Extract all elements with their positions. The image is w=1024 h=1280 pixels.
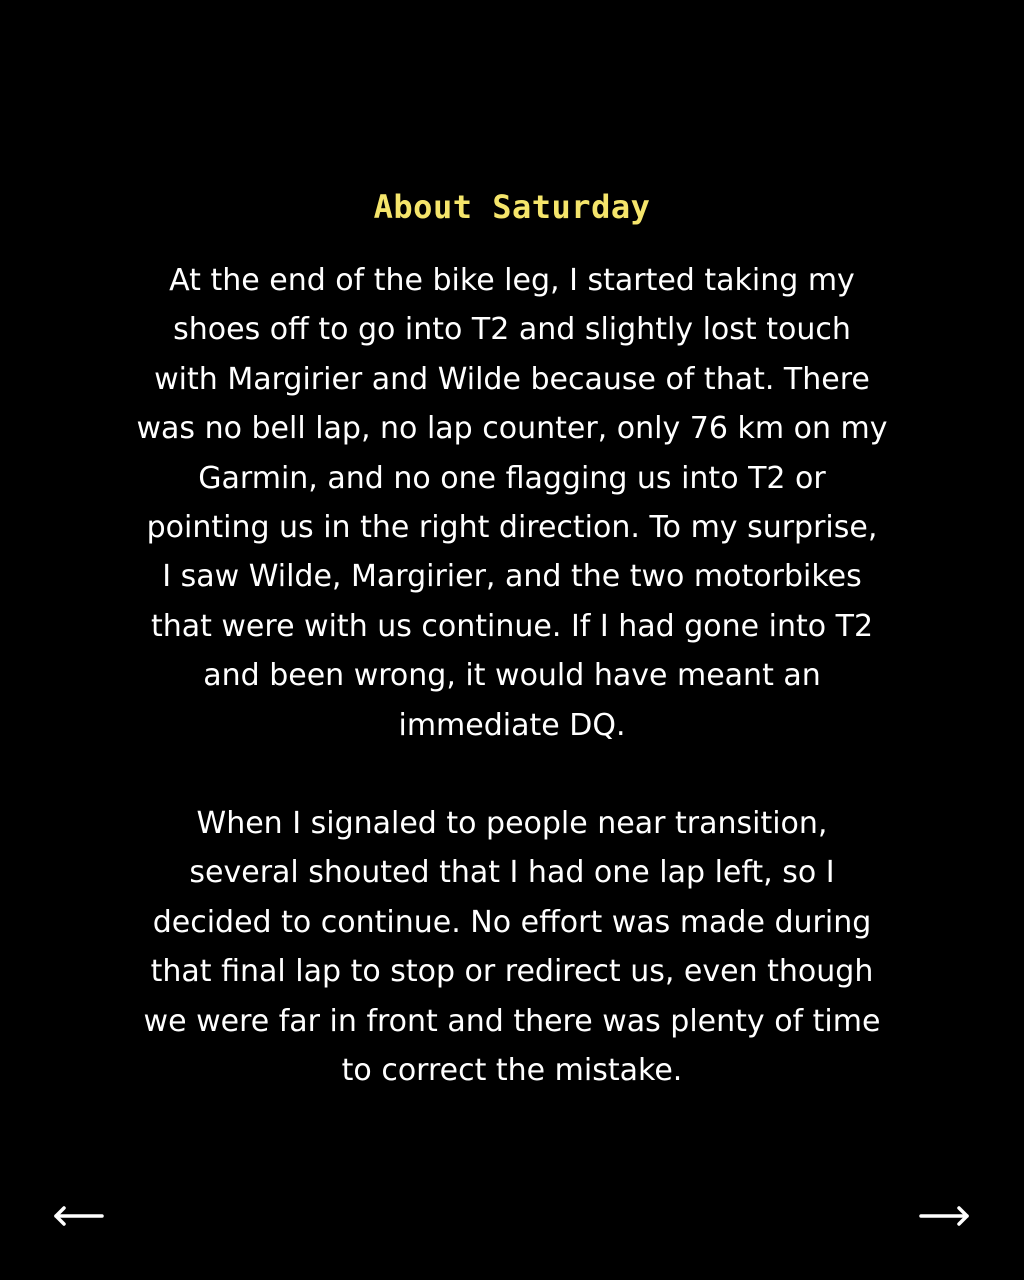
paragraph-line: At the end of the bike leg, I started taking my [169,263,855,298]
paragraph-line: When I signaled to people near transition, [196,806,828,841]
paragraph-2 [100,799,924,1095]
paragraph-line: with Margirier and Wilde because of that. There [154,361,870,397]
paragraph-line: was no bell lap, no lap counter, only 76 km on my [136,411,888,447]
paragraph-1 [100,256,924,750]
arrow-right-icon [919,1200,971,1232]
paragraph-line: immediate DQ. [398,707,626,743]
arrow-left-icon [52,1200,104,1232]
next-slide-button[interactable] [919,1200,971,1232]
paragraph-line: shoes off to go into T2 and slightly lost touch [173,312,851,348]
paragraph-line: to correct the mistake. [341,1053,683,1089]
paragraph-line: we were far in front and there was plenty of time [143,1003,881,1039]
paragraph-line: several shouted that I had one lap left, so I [189,855,835,891]
slide-title: About Saturday [373,188,651,226]
paragraph-line: that final lap to stop or redirect us, even though [150,954,874,990]
previous-slide-button[interactable] [52,1200,104,1232]
paragraph-line: and been wrong, it would have meant an [203,658,821,694]
paragraph-line: Garmin, and no one flagging us into T2 or [198,460,826,496]
paragraph-line: decided to continue. No effort was made during [152,904,872,940]
paragraph-line: I saw Wilde, Margirier, and the two motorbikes [162,559,862,595]
paragraph-line: pointing us in the right direction. To my surprise, [146,510,878,546]
paragraph-line: that were with us continue. If I had gone into T2 [150,608,874,644]
